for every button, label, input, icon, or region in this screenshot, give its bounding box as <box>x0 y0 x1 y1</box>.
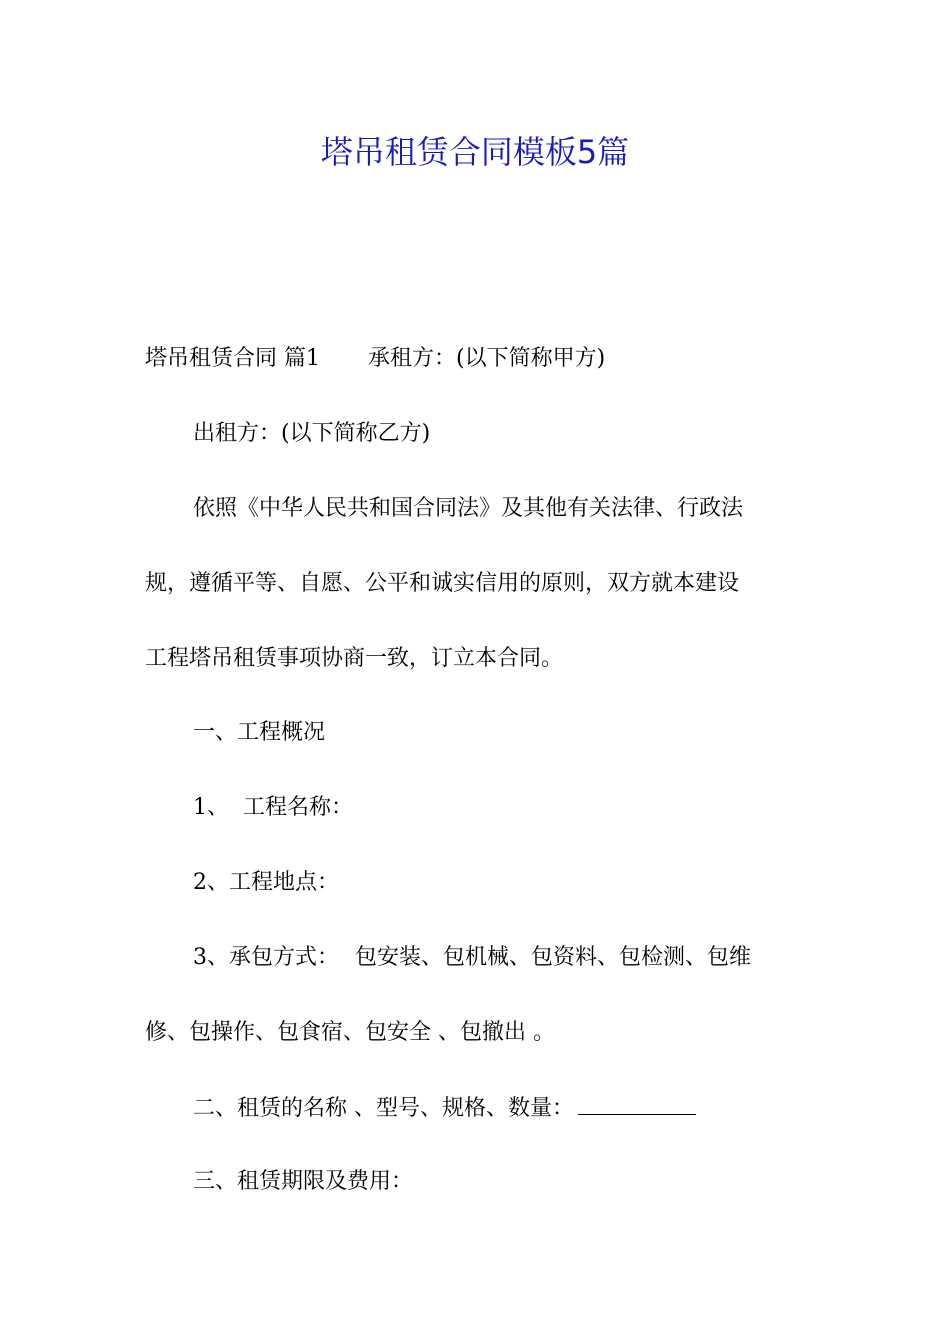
fill-in-blank[interactable] <box>578 1092 696 1115</box>
item-1-number: 1、 <box>193 795 229 820</box>
intro-line-1: 依照《中华人民共和国合同法》及其他有关法律、行政法 <box>193 496 744 521</box>
intro-line-3: 工程塔吊租赁事项协商一致，订立本合同。 <box>145 646 564 671</box>
item-2: 2、工程地点： <box>193 870 339 895</box>
section-2-line <box>193 1092 810 1124</box>
item-3-continuation: 修、包操作、包食宿、包安全 、包撤出 。 <box>145 1020 555 1045</box>
contract-heading-line <box>145 344 810 374</box>
lessor-label: 出租方：(以下简称乙方) <box>193 421 431 446</box>
section-3-title: 三、租赁期限及费用： <box>193 1169 414 1194</box>
contract-name: 塔吊租赁合同 篇1 <box>145 346 320 371</box>
item-1-text: 工程名称： <box>243 795 354 820</box>
item-3-text: 包安装、包机械、包资料、包检测、包维 <box>355 945 752 970</box>
item-1 <box>193 793 810 823</box>
intro-line-2: 规，遵循平等、自愿、公平和诚实信用的原则，双方就本建设 <box>145 571 740 596</box>
item-3-label: 3、承包方式： <box>193 945 339 970</box>
document-title: 塔吊租赁合同模板5篇 <box>320 133 630 171</box>
section-2-title: 二、租赁的名称 、型号、规格、数量： <box>193 1096 574 1121</box>
lessee-label: 承租方：(以下简称甲方) <box>368 346 606 371</box>
item-3 <box>193 943 810 973</box>
section-1-title: 一、工程概况 <box>193 720 326 745</box>
